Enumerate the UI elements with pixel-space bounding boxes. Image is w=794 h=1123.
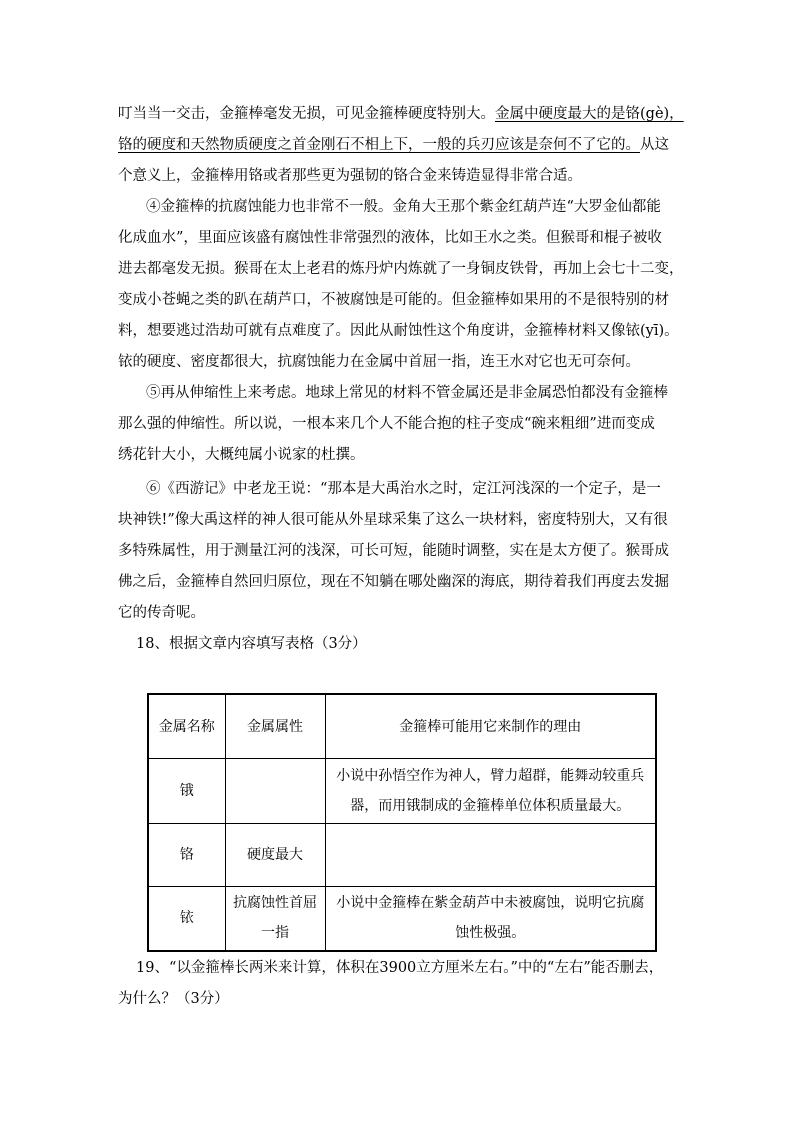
text-line: ④金箍棒的抗腐蚀能力也非常不一般。金角大王那个紫金红葫芦连“大罗金仙都能	[146, 199, 661, 215]
metal-name-cell: 铬	[148, 823, 225, 886]
header-reason: 金箍棒可能用它来制作的理由	[325, 694, 656, 759]
metal-name-cell: 铱	[148, 886, 225, 951]
paragraph-4	[118, 192, 684, 378]
reason-line: 器，而用锇制成的金箍棒单位体积质量最大。	[350, 797, 631, 814]
answer-table	[147, 693, 657, 952]
paragraph-5	[118, 378, 666, 471]
property-line: 抗腐蚀性首屈	[233, 895, 317, 912]
question-19-line: 为什么？（3分）	[118, 991, 229, 1007]
metal-name-cell: 锇	[148, 759, 225, 824]
question-18	[118, 629, 678, 660]
paragraph-6	[118, 474, 669, 629]
question-18-text: 18、根据文章内容填写表格（3分）	[136, 636, 367, 652]
text-line: ⑥《西游记》中老龙王说：“那本是大禹治水之时，定江河浅深的一个定子，是一	[146, 481, 661, 497]
table-row	[148, 823, 656, 886]
text-line: 块神铁!”像大禹这样的神人很可能从外星球采集了这么一块材料，密度特别大，又有很	[118, 512, 668, 528]
table-header-row	[148, 694, 656, 759]
table-row	[148, 759, 656, 824]
property-cell: 硬度最大	[225, 823, 325, 886]
table-row	[148, 886, 656, 951]
text-line: 多特殊属性，用于测量江河的浅深，可长可短，能随时调整，实在是太方便了。猴哥成	[118, 543, 669, 559]
text-line: 那么强的伸缩性。所以说，一根本来几个人不能合抱的柱子变成“碗来粗细”进而变成	[118, 416, 655, 432]
text-line: 铱的硬度、密度都很大，抗腐蚀能力在金属中首屈一指，连王水对它也无可奈何。	[118, 354, 640, 370]
text-line: 进去都毫发无损。猴哥在太上老君的炼丹炉内炼就了一身铜皮铁骨，再加上会七十二变，	[118, 261, 684, 277]
property-line: 一指	[261, 925, 289, 942]
reason-blank-cell[interactable]	[325, 823, 656, 886]
property-cell	[225, 886, 325, 951]
header-metal-property: 金属属性	[225, 694, 325, 759]
question-19	[118, 953, 678, 1015]
text-line: 变成小苍蝇之类的趴在葫芦口，不被腐蚀是可能的。但金箍棒如果用的不是很特别的材	[118, 292, 669, 308]
text-line: ⑤再从伸缩性上来考虑。地球上常见的材料不管金属还是非金属恐怕都没有金箍棒	[146, 385, 668, 401]
property-blank-cell[interactable]	[225, 759, 325, 824]
header-metal-name: 金属名称	[148, 694, 225, 759]
text-line	[118, 99, 684, 130]
underlined-text: 铬的硬度和天然物质硬度之首金刚石不相上下，一般的兵刃应该是奈何不了它的。	[118, 137, 640, 153]
text-line: 料，想要逃过浩劫可就有点难度了。因此从耐蚀性这个角度讲，金箍棒材料又像铱(yī)。	[118, 323, 679, 339]
text-line: 绣花针大小，大概纯属小说家的杜撰。	[118, 447, 365, 463]
reason-line: 蚀性极强。	[455, 925, 526, 942]
text-line: 化成血水”，里面应该盛有腐蚀性非常强烈的液体，比如王水之类。但猴哥和棍子被收	[118, 230, 662, 246]
reason-line: 小说中孙悟空作为神人，臂力超群，能舞动较重兵	[336, 767, 645, 784]
text-line: 个意义上，金箍棒用铬或者那些更为强韧的铬合金来铸造显得非常合适。	[118, 168, 582, 184]
question-19-line: 19、“以金箍棒长两米来计算，体积在3900立方厘米左右。”中的“左右”能否删去，	[136, 960, 664, 976]
reason-cell	[325, 759, 656, 824]
underlined-text: 金属中硬度最大的是铬(gè)，	[495, 106, 684, 122]
text-line: 佛之后，金箍棒自然回归原位，现在不知躺在哪处幽深的海底，期待着我们再度去发掘	[118, 574, 669, 590]
text-line: 它的传奇呢。	[118, 605, 205, 621]
text-segment: 从这	[640, 137, 669, 153]
reason-line: 小说中金箍棒在紫金葫芦中未被腐蚀，说明它抗腐	[336, 895, 645, 912]
reason-cell	[325, 886, 656, 951]
paragraph-3	[118, 99, 684, 192]
text-line	[118, 130, 669, 161]
text-segment: 叮当当一交击，金箍棒毫发无损，可见金箍棒硬度特别大。	[118, 106, 495, 122]
